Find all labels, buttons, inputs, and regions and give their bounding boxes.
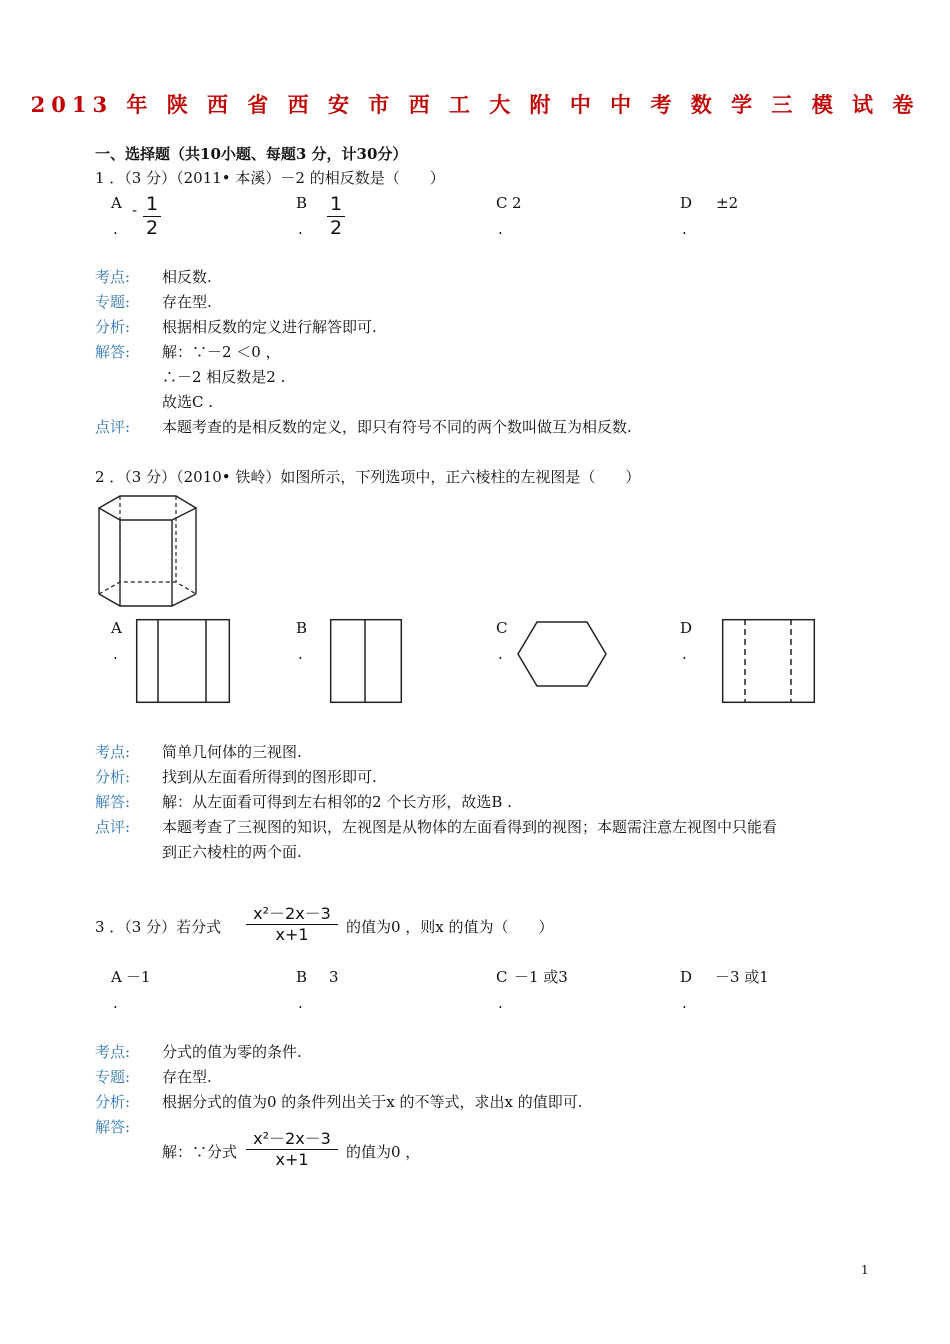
option-letter: D [680, 968, 693, 986]
fraction-numerator: 1 [145, 193, 159, 215]
document-title: 2013 年 陕 西 省 西 安 市 西 工 大 附 中 中 考 数 学 三 模 试 卷 [30, 92, 920, 117]
option-b-two-rect-view [330, 619, 402, 703]
option-a-three-rect-view [136, 619, 230, 703]
fraction-denominator: 2 [145, 217, 159, 239]
label-zhuanti: 专题: [95, 1068, 131, 1086]
option-c-hexagon-view [517, 621, 607, 687]
fraction-numerator: x²－2x－3 [253, 904, 331, 923]
q3-stem-after: 的值为0 ，则x 的值为（ ） [346, 918, 554, 936]
option-dot: . [298, 220, 303, 238]
option-letter: A [111, 968, 122, 986]
q3-jieda-after: 的值为0 ， [346, 1143, 421, 1161]
q1-dianping: 本题考查的是相反数的定义，即只有符号不同的两个数叫做互为相反数. [162, 418, 632, 436]
fraction-denominator: x+1 [275, 1150, 309, 1169]
option-dot: . [682, 994, 687, 1012]
minus-sign: - [132, 201, 138, 219]
option-dot: . [498, 645, 503, 663]
q3-fenxi: 根据分式的值为0 的条件列出关于x 的不等式，求出x 的值即可. [162, 1093, 583, 1111]
option-letter: A [111, 194, 122, 212]
option-dot: . [682, 645, 687, 663]
label-zhuanti: 专题: [95, 293, 131, 311]
label-fenxi: 分析: [95, 1093, 131, 1111]
option-letter: C [496, 194, 508, 212]
q2-stem: 2 ．（3 分）（2010• 铁岭）如图所示，下列选项中，正六棱柱的左视图是（ ） [95, 468, 641, 486]
hexagonal-prism-figure [96, 493, 198, 613]
fraction-denominator: x+1 [275, 925, 309, 944]
option-letter: B [296, 968, 308, 986]
q1-jieda-line-2: ∴－2 相反数是2 . [162, 368, 286, 386]
q3-fraction [246, 906, 338, 943]
q3-jieda-before: 解：∵分式 [162, 1143, 238, 1161]
q1-jieda-line-3: 故选C . [162, 393, 214, 411]
label-jieda: 解答: [95, 793, 131, 811]
fraction-denominator: 2 [329, 217, 343, 239]
q1-zhuanti: 存在型. [162, 293, 212, 311]
option-text: 2 [512, 194, 522, 212]
label-dianping: 点评: [95, 418, 131, 436]
option-letter: D [680, 619, 693, 637]
q2-dianping-line-1: 本题考查了三视图的知识，左视图是从物体的左面看得到的视图；本题需注意左视图中只能看 [162, 818, 778, 836]
section-heading: 一、选择题（共10小题、每题3 分，计30分） [95, 145, 408, 163]
q1-stem: 1 ．（3 分）（2011• 本溪）－2 的相反数是（ ） [95, 169, 445, 187]
page-number: 1 [861, 1263, 869, 1277]
option-letter: C [496, 619, 508, 637]
option-dot: . [113, 645, 118, 663]
q2-jieda: 解：从左面看可得到左右相邻的2 个长方形，故选B . [162, 793, 512, 811]
label-fenxi: 分析: [95, 768, 131, 786]
label-jieda: 解答: [95, 1118, 131, 1136]
option-dot: . [298, 645, 303, 663]
option-text: －1 [126, 968, 151, 986]
option-dot: . [113, 994, 118, 1012]
q1-fenxi: 根据相反数的定义进行解答即可. [162, 318, 377, 336]
label-jieda: 解答: [95, 343, 131, 361]
option-d-dashed-rect-view [722, 619, 815, 703]
option-text: －1 或3 [514, 968, 568, 986]
option-letter: A [111, 619, 122, 637]
option-letter: D [680, 194, 693, 212]
prism-top-face [99, 496, 196, 520]
option-letter: B [296, 194, 308, 212]
option-text: －3 或1 [715, 968, 769, 986]
q2-dianping-line-2: 到正六棱柱的两个面. [162, 843, 302, 861]
option-text: ±2 [716, 194, 739, 212]
q2-fenxi: 找到从左面看所得到的图形即可. [162, 768, 377, 786]
q1-kaodian: 相反数. [162, 268, 212, 286]
label-dianping: 点评: [95, 818, 131, 836]
option-dot: . [298, 994, 303, 1012]
label-kaodian: 考点: [95, 268, 131, 286]
q1-jieda-line-1: 解：∵－2 ＜0 ， [162, 343, 281, 361]
q3-stem-before: 3 ．（3 分）若分式 [95, 918, 222, 936]
label-kaodian: 考点: [95, 1043, 131, 1061]
fraction-one-half [143, 195, 161, 238]
q2-kaodian: 简单几何体的三视图. [162, 743, 302, 761]
q3-zhuanti: 存在型. [162, 1068, 212, 1086]
label-fenxi: 分析: [95, 318, 131, 336]
option-letter: C [496, 968, 508, 986]
prism-hidden-edges [99, 496, 196, 594]
q3-jieda-fraction [246, 1131, 338, 1168]
option-dot: . [682, 220, 687, 238]
fraction-numerator: 1 [329, 193, 343, 215]
option-dot: . [498, 220, 503, 238]
label-kaodian: 考点: [95, 743, 131, 761]
fraction-numerator: x²－2x－3 [253, 1129, 331, 1148]
option-letter: B [296, 619, 308, 637]
option-dot: . [498, 994, 503, 1012]
option-dot: . [113, 220, 118, 238]
option-text: 3 [329, 968, 339, 986]
q3-kaodian: 分式的值为零的条件. [162, 1043, 302, 1061]
fraction-one-half [327, 195, 345, 238]
